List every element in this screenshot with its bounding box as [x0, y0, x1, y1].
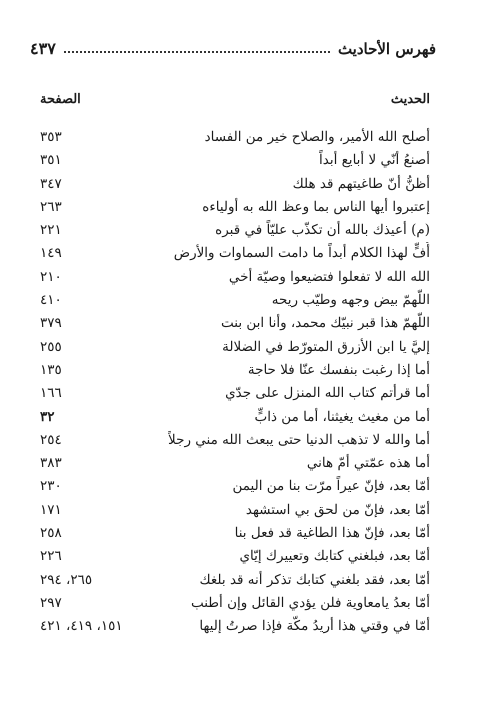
- page-number: ٤٣٧: [30, 39, 56, 58]
- page-reference: ١٤٩: [40, 245, 62, 262]
- hadith-text: أمّا بعد، فإنّ هذا الطاغية قد فعل بنا: [234, 525, 430, 542]
- hadith-index-list: [40, 126, 430, 639]
- index-entry: [40, 242, 430, 265]
- index-entry: [40, 336, 430, 359]
- index-entry: [40, 592, 430, 615]
- hadith-text: أُفٍّ لهذا الكلام أبداً ما دامت السماوات والأرض: [173, 245, 430, 262]
- hadith-text: أمّا بعد، فبلغني كتابك وتعييرك إيّاي: [239, 548, 430, 565]
- dot-leader: [64, 51, 330, 53]
- page-reference: ٣٤٧: [40, 175, 62, 192]
- index-entry: [40, 615, 430, 638]
- page-reference: ٣٥١: [40, 152, 62, 169]
- page-reference: ٢٦٥، ٢٩٤: [40, 571, 93, 588]
- index-entry: [40, 312, 430, 335]
- hadith-text: اللّهمّ بيض وجهه وطيّب ريحه: [271, 292, 430, 309]
- index-entry: [40, 289, 430, 312]
- page-reference: ١٧١: [40, 501, 62, 518]
- index-entry: [40, 219, 430, 242]
- page-reference: ٢١٠: [40, 268, 62, 285]
- hadith-text: أما هذه عمّتي أمّ هاني: [306, 455, 430, 472]
- page-reference: ٢٢٦: [40, 548, 62, 565]
- index-entry: [40, 499, 430, 522]
- hadith-text: الله الله لا تفعلوا فتضيعوا وصيّة أخي: [228, 268, 430, 285]
- page-reference: ٢٩٧: [40, 594, 62, 611]
- hadith-text: (م) أعيذك بالله أن تكذّب عليّاً في قبره: [215, 222, 430, 239]
- hadith-text: أظنُّ أنّ طاغيتهم قد هلك: [292, 175, 430, 192]
- index-entry: [40, 359, 430, 382]
- page-reference: ٢٦٣: [40, 198, 62, 215]
- index-entry: [40, 406, 430, 429]
- hadith-text: اللّهمّ هذا قبر نبيّك محمد، وأنا ابن بنت: [221, 315, 430, 332]
- index-entry: [40, 452, 430, 475]
- hadith-text: أمّا في وقتي هذا أريدُ مكّة فإذا صرتُ إليها: [199, 618, 430, 635]
- page-reference: ٤١٠: [40, 292, 62, 309]
- running-head: [30, 36, 436, 58]
- index-entry: [40, 475, 430, 498]
- page-reference: ٣٧٩: [40, 315, 62, 332]
- page-reference: ١٥١، ٤١٩، ٤٢١: [40, 618, 123, 635]
- page-reference: ٢٥٨: [40, 525, 62, 542]
- hadith-column-header: الحديث: [390, 92, 430, 107]
- page-reference: ٢٥٥: [40, 338, 62, 355]
- hadith-text: إعتبروا أيها الناس بما وعظ الله به أولياءه: [202, 198, 430, 215]
- page-reference: ٣٥٣: [40, 129, 62, 145]
- index-entry: [40, 126, 430, 149]
- hadith-text: أما من مغيث يغيثنا، أما من ذابٍّ: [254, 408, 430, 425]
- hadith-text: أمّا بعدُ يامعاوية فلن يؤدي القائل وإن أطنب: [190, 594, 430, 611]
- page-reference: ٢٢١: [40, 222, 62, 239]
- index-entry: [40, 382, 430, 405]
- hadith-text: أمّا بعد، فإنّ عيراً مرّت بنا من اليمن: [232, 478, 430, 495]
- hadith-text: أما قرأتم كتاب الله المنزل على جدّي: [225, 385, 430, 402]
- column-headers: [40, 92, 430, 112]
- index-entry: [40, 522, 430, 545]
- page-reference: ٢٥٤: [40, 431, 62, 448]
- hadith-text: أصنعُ أنّي لا أبايع أبداً: [318, 152, 430, 169]
- index-entry: [40, 569, 430, 592]
- index-entry: [40, 173, 430, 196]
- index-entry: [40, 196, 430, 219]
- hadith-text: أما والله لا تذهب الدنيا حتى يبعث الله مني رجلاً: [168, 431, 430, 448]
- hadith-text: أما إذا رغبت بنفسك عنّا فلا حاجة: [247, 361, 430, 378]
- running-head-title: فهرس الأحاديث: [337, 40, 436, 58]
- hadith-text: إليَّ يا ابن الأزرق المتورّط في الضلالة: [222, 338, 430, 355]
- index-entry: [40, 149, 430, 172]
- page-reference: ١٣٥: [40, 361, 62, 378]
- page-reference: ٢٣٠: [40, 478, 62, 495]
- page-reference: ١٦٦: [40, 385, 62, 402]
- hadith-text: أصلح الله الأمير، والصلاح خير من الفساد: [204, 129, 430, 145]
- hadith-text: أمّا بعد، فقد بلغني كتابك تذكر أنه قد بلغك: [199, 571, 430, 588]
- hadith-text: أمّا بعد، فإنّ من لحق بي استشهد: [245, 501, 430, 518]
- page-reference: ٣٨٣: [40, 455, 62, 472]
- index-entry: [40, 266, 430, 289]
- page-column-header: الصفحة: [40, 92, 81, 107]
- index-entry: [40, 545, 430, 568]
- page-reference: ٣٢: [40, 408, 55, 425]
- index-entry: [40, 429, 430, 452]
